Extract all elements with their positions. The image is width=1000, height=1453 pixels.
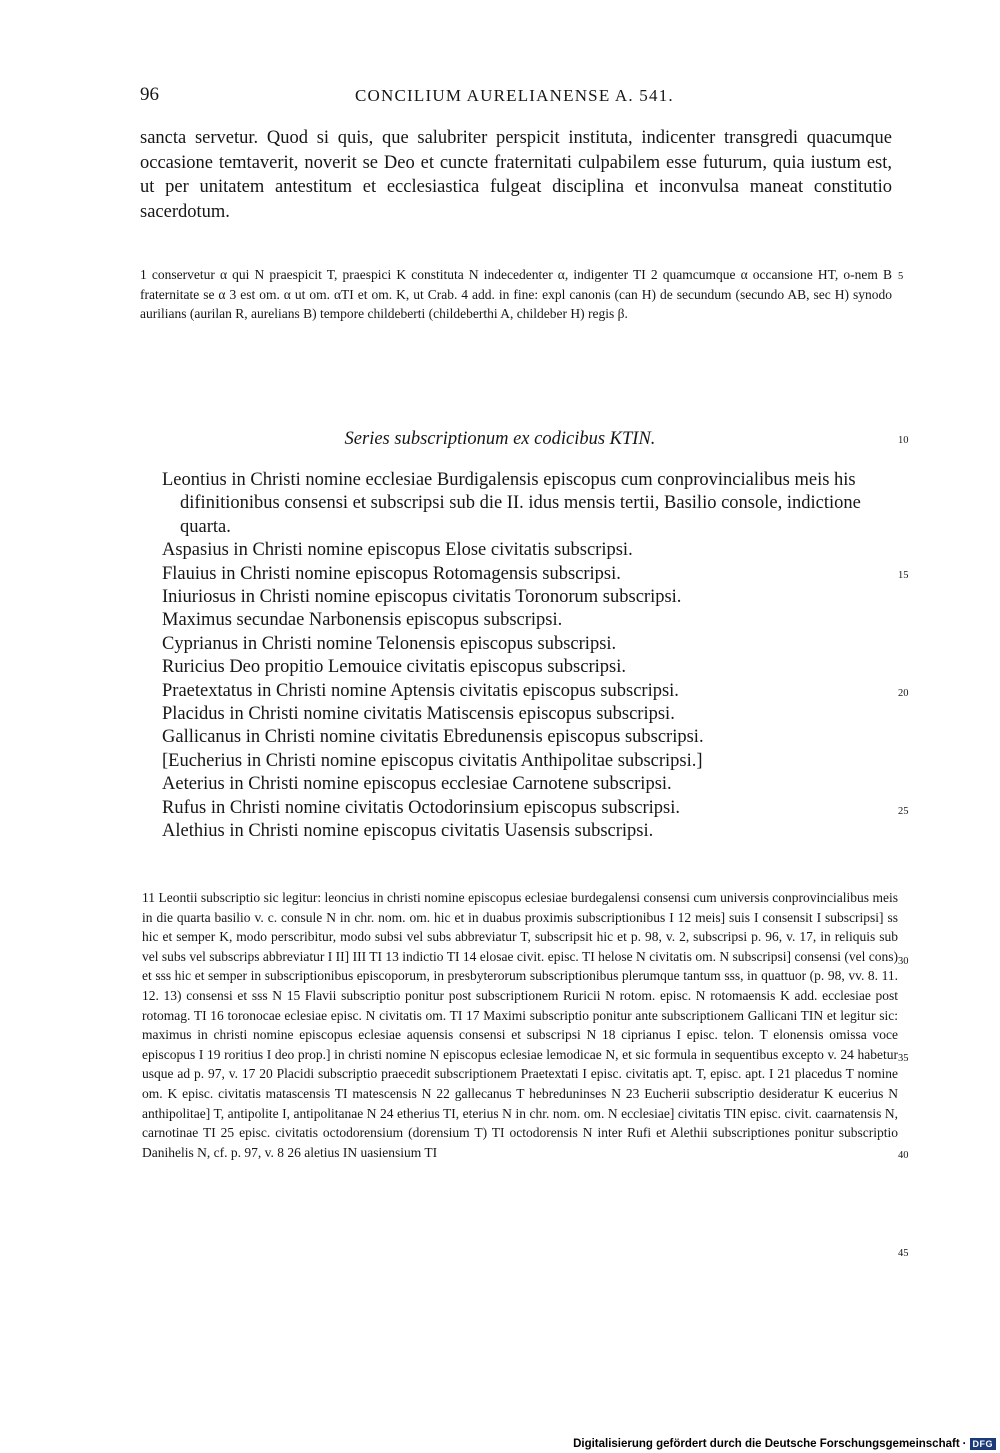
digitization-footer: Digitalisierung gefördert durch die Deutsche Forschungsgemeinschaft · DFG (573, 1438, 996, 1450)
subscription-item: Flauius in Christi nomine episcopus Rotomagensis subscripsi. (162, 563, 621, 584)
subscription-item: Placidus in Christi nomine civitatis Matiscensis episcopus subscripsi. (162, 704, 675, 725)
line-number: 25 (898, 806, 909, 817)
subscription-list (162, 469, 882, 844)
apparatus-top (140, 265, 892, 324)
line-number: 5 (898, 271, 904, 282)
body-paragraph (140, 126, 892, 224)
subscription-item: Rufus in Christi nomine civitatis Octodorinsium episcopus subscripsi. (162, 797, 680, 818)
subscription-item: Aspasius in Christi nomine episcopus Elose civitatis subscripsi. (162, 540, 633, 561)
series-title: Series subscriptionum ex codicibus KTIN. (344, 429, 656, 449)
body-text: sancta servetur. Quod si quis, que salubriter perspicit instituta, indicenter transgredi quacumque occasione temtaverit, noverit se Deo et cuncte fraternitati culpabilem esse futurum, quia iustum est, ut per unitatem antestitum et ecclesiastica fulgeat disciplina et inconvulsa maneat constitutio sacerdotum. (140, 128, 892, 222)
line-number: 10 (898, 435, 909, 446)
subscription-item: Ruricius Deo propitio Lemouice civitatis episcopus subscripsi. (162, 657, 626, 678)
subscription-item: Gallicanus in Christi nomine civitatis Ebredunensis episcopus subscripsi. (162, 727, 704, 748)
apparatus-bottom (142, 888, 898, 1162)
subscription-item: Praetextatus in Christi nomine Aptensis civitatis episcopus subscripsi. (162, 680, 679, 701)
subscription-item: Alethius in Christi nomine episcopus civitatis Uasensis subscripsi. (162, 821, 654, 842)
line-number: 35 (898, 1053, 909, 1064)
subscription-item: Aeterius in Christi nomine episcopus ecclesiae Carnotene subscripsi. (162, 774, 672, 795)
apparatus-text-1: 1 conservetur α qui N praespicit T, praespici K constituta N indecedenter α, indigenter TI 2 quamcumque α occansione HT, o-nem B fraternitate se α 3 est om. α ut om. αTI et om. K, ut Crab. 4 add. in fine: expl canonis (can H) de secundum (secundo AB, sec H) synodo aurilians (aurilan R, aurelians B) tempore childeberti (childeberthi A, childeber H) regis β. (140, 267, 892, 322)
line-number: 40 (898, 1150, 909, 1161)
line-number: 45 (898, 1248, 909, 1259)
line-number: 30 (898, 956, 909, 967)
subscription-item: Cyprianus in Christi nomine Telonensis episcopus subscripsi. (162, 633, 617, 654)
subscription-item: Maximus secundae Narbonensis episcopus subscripsi. (162, 610, 563, 631)
subscription-item: Leontius in Christi nomine ecclesiae Burdigalensis episcopus cum conprovincialibus meis his difinitionibus consensi et subscripsi sub die II. idus mensis tertii, Basilio console, indictione quarta. (162, 470, 861, 537)
footer-text: Digitalisierung gefördert durch die Deutsche Forschungsgemeinschaft (573, 1438, 960, 1450)
line-number: 15 (898, 570, 909, 581)
line-number: 20 (898, 688, 909, 699)
dfg-logo: DFG (970, 1438, 997, 1450)
running-title: CONCILIUM AURELIANENSE A. 541. (355, 86, 674, 105)
apparatus-text-2: 11 Leontii subscriptio sic legitur: leoncius in christi nomine episcopus eclesiae burdegalensi consensi cum universis conprovincialibus meis in die quarta basilio v. c. consule N in chr. nom. om. hic et in duabus proximis subscriptionibus I 12 meis] suis I consensit I subscripsi] ss hic et semper K, modo perscribitur, modo subsi vel subs abbreviatur T, subscripsit hic et p. 98, v. 2, subscripsi p. 96, v. 17, in reliquis sub vel subs vel subscrips abbreviatur I II] III TI 13 indictio TI 14 elosae civit. episc. TI helose N civitatis om. N subscripsi] consensi (vel cons) et sss hic et semper in subscriptionibus episcoporum, in presbyterorum subscriptionibus plerumque tantum sss, in quattuor (p. 98, vv. 8. 11. 12. 13) consensi et sss N 15 Flavii subscriptio ponitur post subscriptionem Ruricii N rotom. episc. N rotomaensis K add. ecclesiae post rotomag. TI 16 toronocae eclesiae episc. N civitatis om. TI 17 Maximi subscriptio ponitur ante subscriptionem Gallicani TIN et legitur sic: maximus in christi nomine episcopus eclesiae aquensis consensi et subscripsi N 18 ciprianus I episc. telon. T elonensis omissa voce episcopus I 19 roritius I deo prop.] in christi nomine N episcopus eclesiae lemodicae N, et sic formula in sequentibus excepto v. 24 habetur usque ad p. 97, v. 17 20 Placidi subscriptio praecedit subscriptionem Praetextati I episc. civitatis apt. T, episc. apt. I 21 placedus T nomine om. K episc. civitatis matascensis TI matescensis N 22 gallecanus T hebreduninses N 23 Eucherii subscriptio desideratur K eucerius N anthipolitae] T, antipolite I, antipolitanae N 24 etherius TI, eterius N in chr. nom. om. N ecclesiae] civitatis TIN episc. civit. caarnatensis N, carnotinae TI 25 episc. civitatis octodorensium (dorensium T) TI octodorensis N inter Rufi et Alethii subscriptiones ponitur subscriptio Danihelis N, cf. p. 97, v. 8 26 aletius IN uasiensium TI (142, 890, 898, 1160)
subscription-item: [Eucherius in Christi nomine episcopus civitatis Anthipolitae subscripsi.] (162, 750, 703, 771)
subscription-item: Iniuriosus in Christi nomine episcopus civitatis Toronorum subscripsi. (162, 587, 682, 608)
page-number: 96 (140, 84, 159, 105)
